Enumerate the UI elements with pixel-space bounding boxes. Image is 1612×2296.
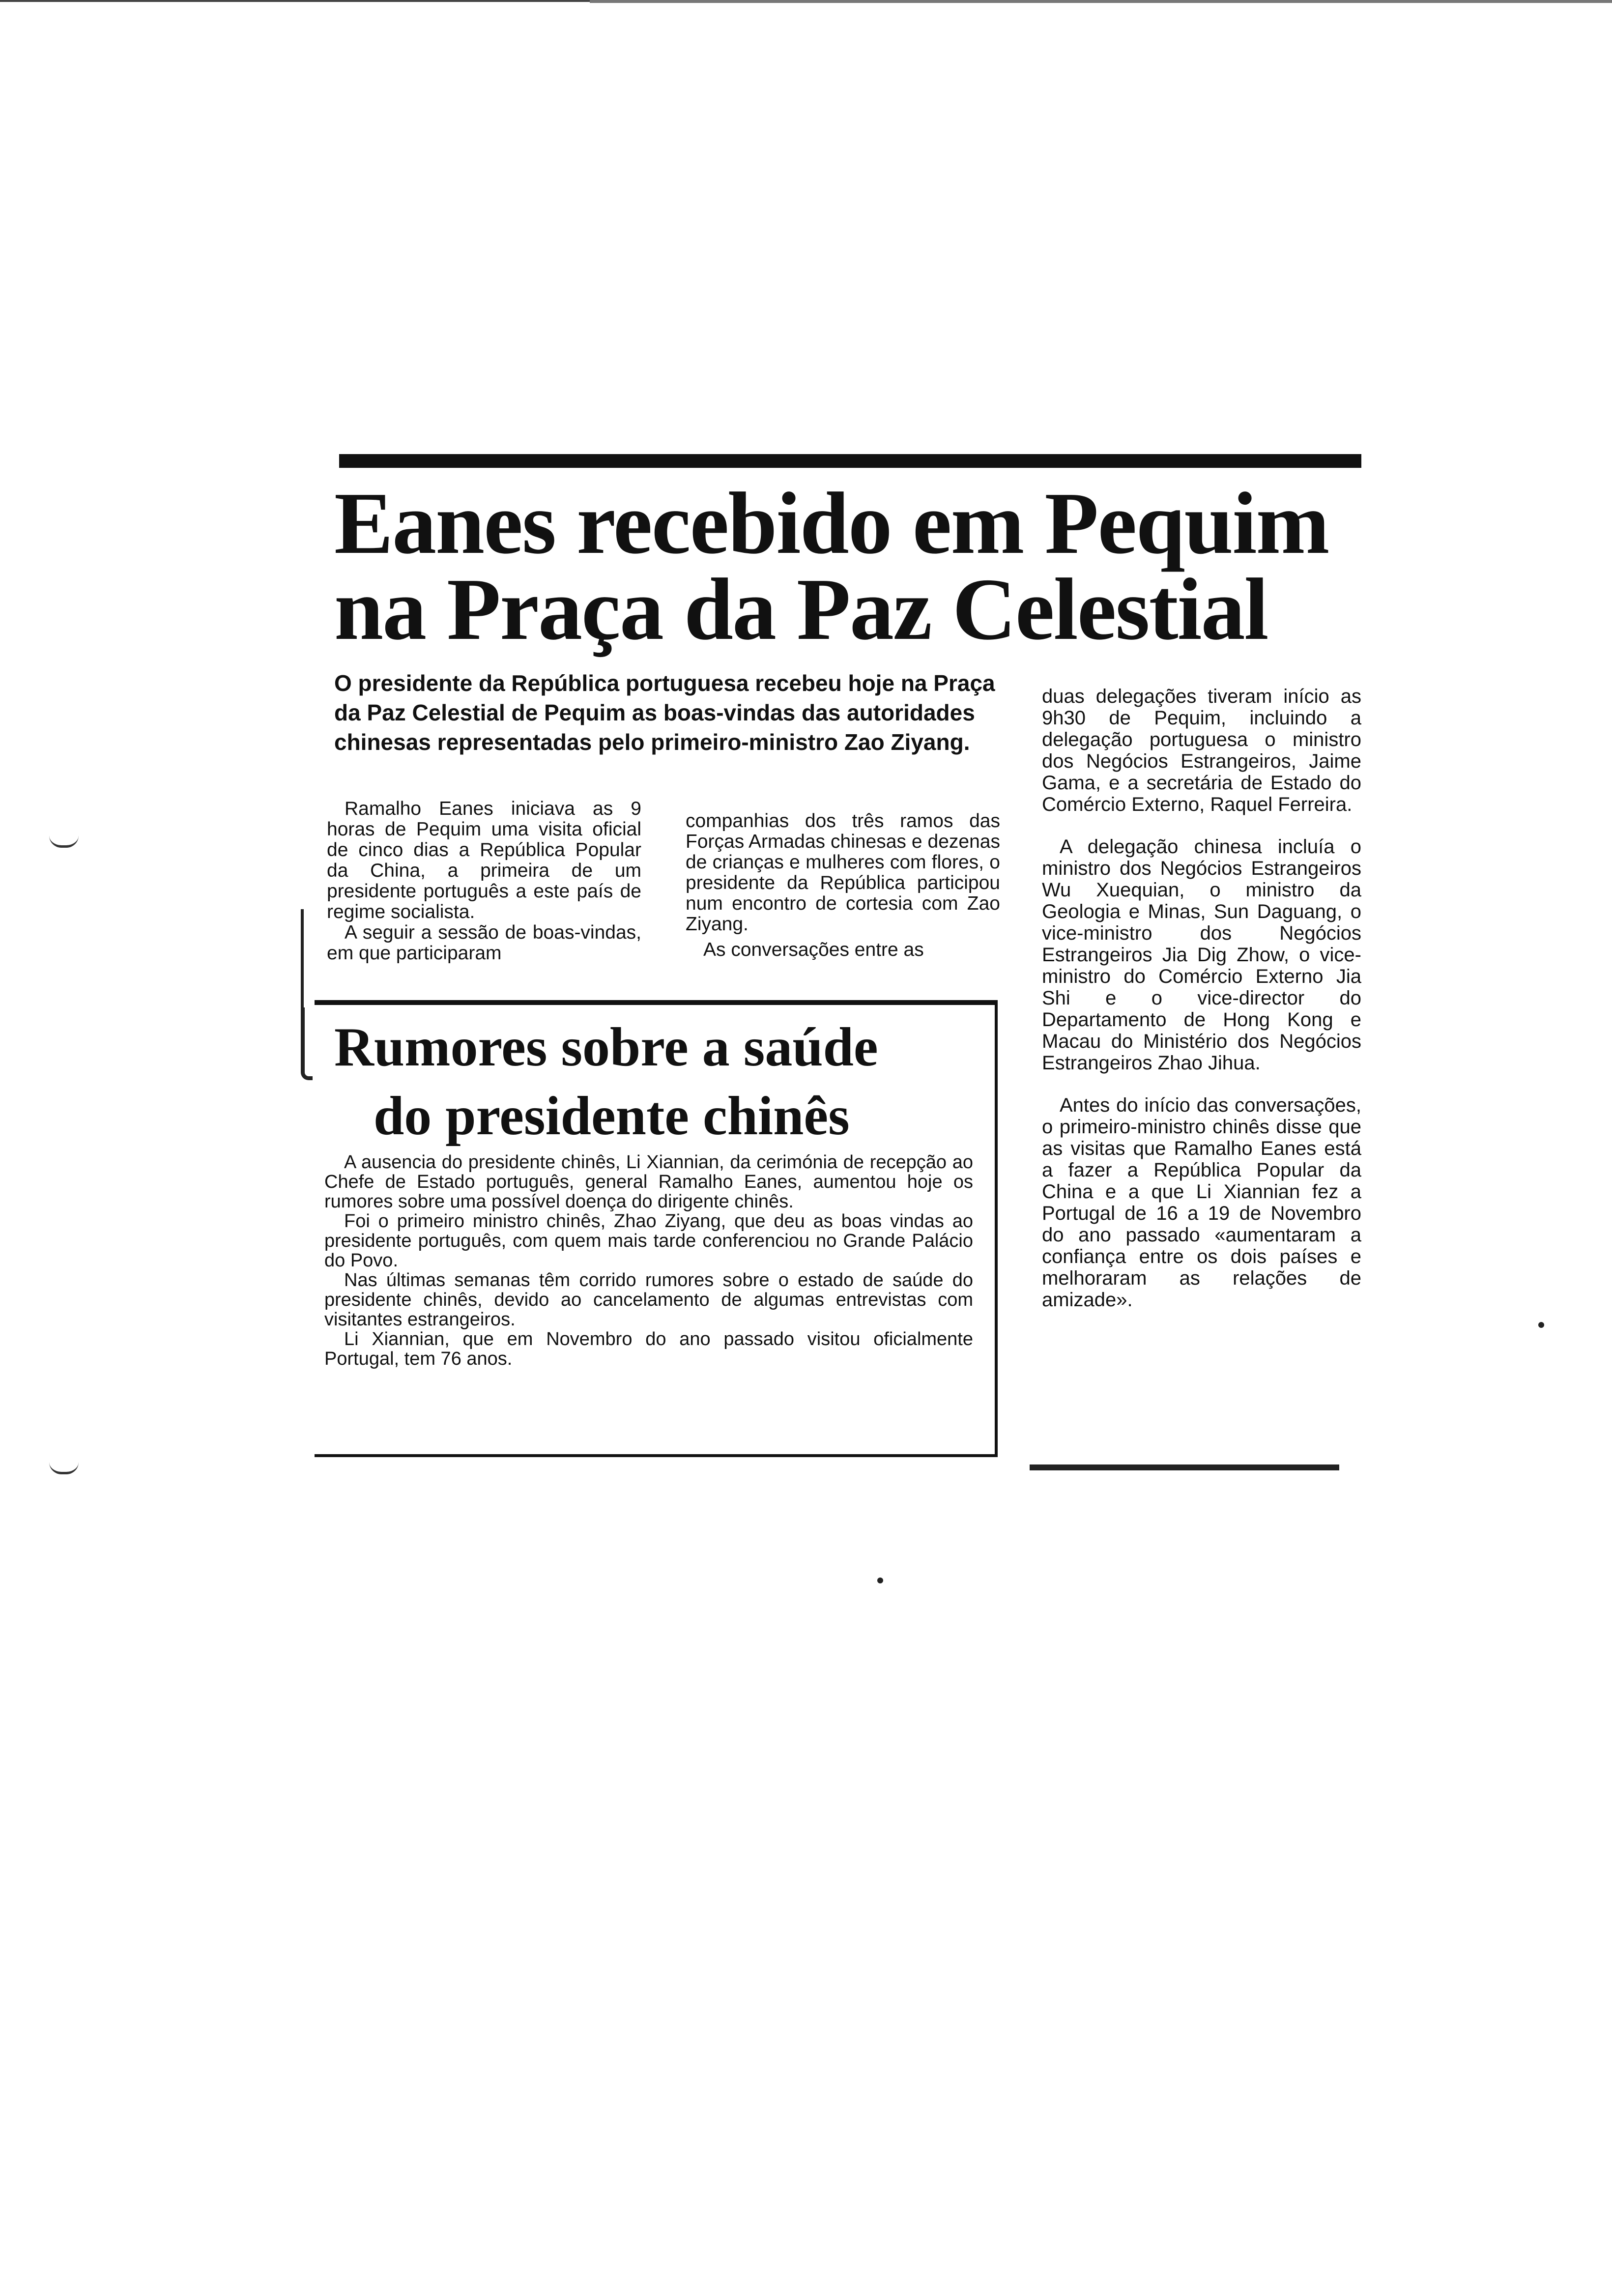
paragraph: A ausencia do presidente chinês, Li Xiannian, da cerimónia de recepção ao Chefe de Estado português, general Ramalho Eanes, aumentou hoje os rumores sobre uma possível doença do dirigente chinês. [324,1152,973,1212]
paragraph: Antes do início das conversações, o primeiro-ministro chinês disse que as visitas que Ramalho Eanes está a fazer a República Popular da China e a que Li Xiannian fez a Portugal de 16 a 19 de Novembro do ano passado «aumentaram a confiança entre os dois países e melhoraram as relações de amizade». [1042,1094,1361,1311]
margin-mark [301,1007,313,1080]
paragraph: Ramalho Eanes iniciava as 9 horas de Pequim uma visita oficial de cinco dias a República Popular da China, a primeira de um presidente português a este país de regime socialista. [327,798,641,922]
paragraph: As conversações entre as [703,939,924,960]
paragraph: A delegação chinesa incluía o ministro dos Negócios Estrangeiros Wu Xuequian, o ministro da Geologia e Minas, Sun Daguang, o vice-ministro dos Negócios Estrangeiros Jia Dig Zhow, o vice-ministro do Comércio Externo Jia Shi e o vice-director do Departamento de Hong Kong e Macau do Ministério dos Negócios Estrangeiros Zhao Jihua. [1042,836,1361,1074]
scan-speck [877,1578,883,1583]
paragraph: Foi o primeiro ministro chinês, Zhao Ziyang, que deu as boas vindas ao presidente português, com quem mais tarde conferenciou no Grande Palácio do Povo. [324,1211,973,1271]
binder-hole-mark [49,1462,79,1474]
article-top-rule [339,454,1361,468]
article-end-rule [1030,1464,1339,1470]
scan-edge-line [590,0,1612,3]
paragraph: A seguir a sessão de boas-vindas, em que participaram [327,922,641,964]
paragraph: duas delegações tiveram início as 9h30 de Pequim, incluindo a delegação portuguesa o ministro dos Negócios Estrangeiros, Jaime Gama, e a secretária de Estado do Comércio Externo, Raquel Ferreira. [1042,686,1361,815]
paragraph: Nas últimas semanas têm corrido rumores sobre o estado de saúde do presidente chinês, devido ao cancelamento de algumas entrevistas com visitantes estrangeiros. [324,1270,973,1330]
binder-hole-mark [49,835,79,848]
sidebar-title-line-2: do presidente chinês [374,1086,850,1147]
article-column-1 [327,799,641,964]
paragraph: Li Xiannian, que em Novembro do ano passado visitou oficialmente Portugal, tem 76 anos. [324,1329,973,1369]
headline-line-1: Eanes recebido em Pequim [334,474,1329,572]
article-deck: O presidente da República portuguesa recebeu hoje na Praça da Paz Celestial de Pequim as boas-vindas das autoridades chinesas representadas pelo primeiro-ministro Zao Ziyang. [334,670,995,755]
article-column-2 [686,811,1000,960]
sidebar-body [324,1152,973,1369]
article-column-3 [1042,686,1361,1311]
scan-speck [1538,1322,1544,1328]
headline-line-2: na Praça da Paz Celestial [334,560,1268,658]
sidebar-title-line-1: Rumores sobre a saúde [334,1017,878,1078]
paragraph: companhias dos três ramos das Forças Armadas chinesas e dezenas de crianças e mulheres com flores, o presidente da República participou num encontro de cortesia com Zao Ziyang. [686,810,1000,935]
